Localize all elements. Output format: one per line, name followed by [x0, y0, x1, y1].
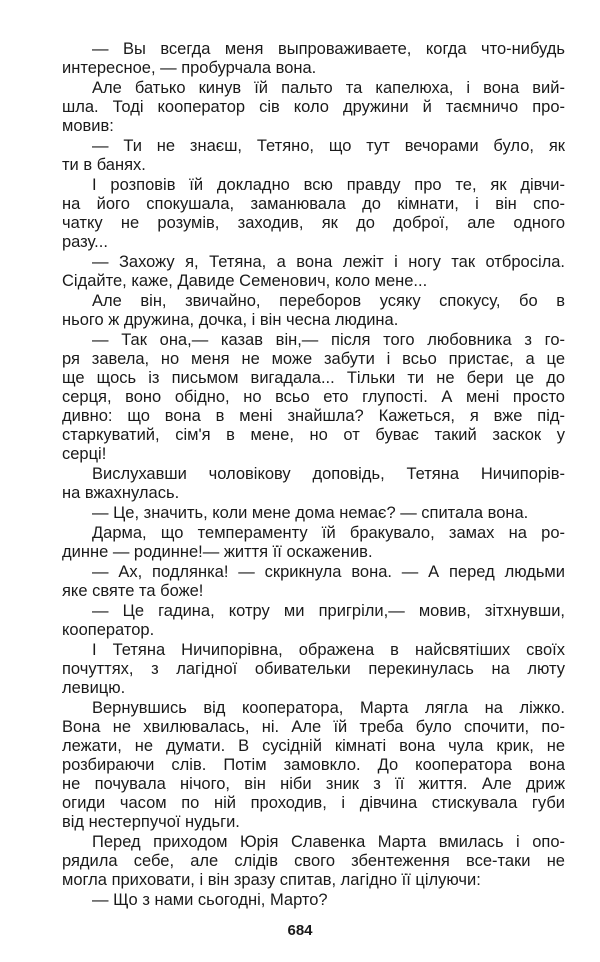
text-line: серця, воно обідно, но всьо ето глупості. А мені просто: [62, 388, 565, 406]
text-line: шла. Тоді кооператор сів коло дружини й таємничо про-: [62, 98, 565, 116]
paragraph: [62, 331, 565, 464]
text-line: ти в банях.: [62, 156, 146, 174]
text-line: на вжахнулась.: [62, 484, 180, 502]
paragraph: [62, 563, 565, 601]
text-line: — Це, значить, коли мене дома немає? — спитала вона.: [92, 504, 529, 522]
paragraph: [62, 524, 565, 562]
text-line: Перед приходом Юрія Славенка Марта вмилась і опо-: [92, 833, 565, 851]
text-line: — Так она,— казав він,— після того любовника з го-: [92, 331, 565, 349]
text-line: лежати, не думати. В сусідній кімнаті вона чула крик, не: [62, 737, 565, 755]
text-line: почуттях, з лагідної обивательки перекинулась на люту: [62, 660, 565, 678]
text-line: — Ти не знаєш, Тетяно, що тут вечорами було, як: [92, 137, 565, 155]
text-line: — Це гадина, котру ми пригріли,— мовив, зітхнувши,: [92, 602, 565, 620]
text-line: — Ах, подлянка! — скрикнула вона. — А перед людьми: [92, 563, 565, 581]
text-line: І розповів їй докладно всю правду про те, як дівчи-: [92, 176, 565, 194]
text-line: интересное, — пробурчала вона.: [62, 59, 317, 77]
paragraph: [62, 602, 565, 640]
paragraph: [62, 292, 565, 330]
text-line: нього ж дружина, дочка, і він чесна людина.: [62, 311, 399, 329]
paragraph: [62, 176, 565, 252]
book-page-text: [62, 40, 565, 911]
text-line: Вислухавши чоловікову доповідь, Тетяна Ничипорів-: [92, 465, 565, 483]
text-line: Дарма, що темпераменту їй бракувало, замах на ро-: [92, 524, 565, 542]
text-line: мовив:: [62, 117, 114, 135]
text-line: могла приховати, і він зразу спитав, лагідно її цілуючи:: [62, 871, 481, 889]
text-line: не почувала нічого, він ніби зник з її життя. Але дриж: [62, 775, 565, 793]
paragraph: [62, 641, 565, 698]
text-line: кооператор.: [62, 621, 155, 639]
paragraph: [62, 891, 565, 910]
text-line: І Тетяна Ничипорівна, ображена в найсвятіших своїх: [92, 641, 565, 659]
paragraph: [62, 465, 565, 503]
text-line: від нестерпучої нудьги.: [62, 813, 240, 831]
text-line: Вернувшись від кооператора, Марта лягла на ліжко.: [92, 699, 565, 717]
text-line: розбираючи слів. Потім замовкло. До кооператора вона: [62, 756, 565, 774]
text-line: ря завела, но меня не може забути і всьо пристає, а це: [62, 350, 565, 368]
text-line: ще щось із письмом вигадала... Тільки ти не бери це до: [62, 369, 565, 387]
paragraph: [62, 79, 565, 136]
text-line: серці!: [62, 445, 107, 463]
text-line: разу...: [62, 233, 108, 251]
text-line: Але він, звичайно, переборов усяку спокусу, бо в: [92, 292, 565, 310]
paragraph: [62, 253, 565, 291]
text-line: Вона не хвилювалась, ні. Але їй треба було спочити, по-: [62, 718, 565, 736]
text-line: рядила себе, але слідів свого збентеження все-таки не: [62, 852, 565, 870]
text-line: чатку не розумів, заходив, як до доброї, але одного: [62, 214, 565, 232]
paragraph: [62, 833, 565, 890]
paragraph: [62, 504, 565, 523]
paragraph: [62, 137, 565, 175]
text-line: Сідайте, каже, Давиде Семенович, коло мене...: [62, 272, 428, 290]
text-line: — Що з нами сьогодні, Марто?: [92, 891, 328, 909]
text-line: яке святе та боже!: [62, 582, 204, 600]
text-line: — Вы всегда меня выпроваживаете, когда что-нибудь: [92, 40, 565, 58]
text-line: старкуватий, сім'я в мене, но от буває такий заскок у: [62, 426, 565, 444]
text-line: огиди часом по ній проходив, і дівчина стискувала губи: [62, 794, 565, 812]
text-line: дивно: що вона в мені знайшла? Кажеться, я вже під-: [62, 407, 565, 425]
text-line: на його спокушала, заманювала до кімнати, і він спо-: [62, 195, 565, 213]
page-number: 684: [287, 922, 313, 939]
text-line: — Захожу я, Тетяна, а вона лежіт і ногу так отбросіла.: [92, 253, 565, 271]
text-line: динне — родинне!— життя її оскаженив.: [62, 543, 373, 561]
paragraph: [62, 40, 565, 78]
paragraph: [62, 699, 565, 832]
text-line: Але батько кинув їй пальто та капелюха, і вона вий-: [92, 79, 565, 97]
text-line: левицю.: [62, 679, 126, 697]
